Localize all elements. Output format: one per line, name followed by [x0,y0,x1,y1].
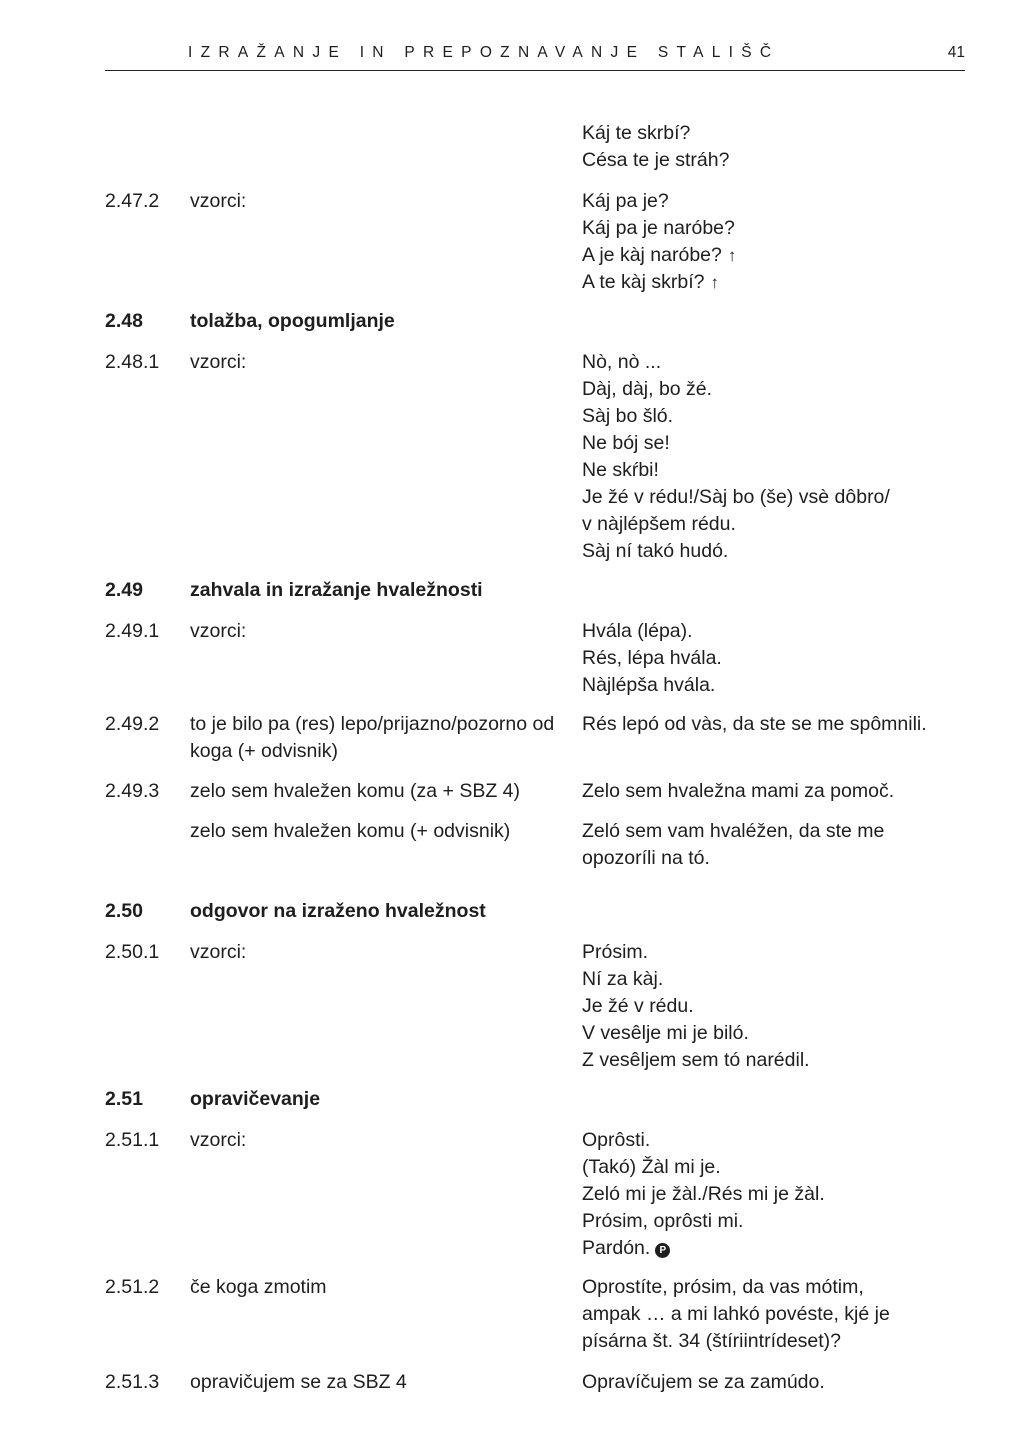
entry-number: 2.49.2 [105,713,160,735]
running-title: IZRAŽANJE IN PREPOZNAVANJE STALIŠČ [188,44,780,61]
example-line: Zeló mi je žàl./Rés mi je žàl. [582,1183,825,1205]
section-title: odgovor na izraženo hvaležnost [190,900,486,922]
example-line: Z vesêljem sem tó narédil. [582,1049,810,1071]
example-line: opozoríli na tó. [582,847,710,869]
running-header [105,44,965,71]
example-line: Káj pa je? [582,190,669,212]
example-line: písárna št. 34 (štíriintrídeset)? [582,1330,842,1352]
example-line: Nàjlépša hvála. [582,674,716,696]
page-number: 41 [947,44,965,61]
entry-label: vzorci: [190,351,247,373]
example-line: Oprostíte, prósim, da vas mótim, [582,1276,864,1298]
example-line: Káj te skrbí? [582,122,691,144]
entry-description: zelo sem hvaležen komu (za + SBZ 4) [190,780,521,802]
entry-number: 2.51.2 [105,1276,160,1298]
section-number: 2.49 [105,579,143,601]
entry-description: opravičujem se za SBZ 4 [190,1371,407,1393]
example-line: V vesêlje mi je biló. [582,1022,749,1044]
example-line: Prósim, oprôsti mi. [582,1210,744,1232]
entry-label: vzorci: [190,190,247,212]
example-line: Pardón. P [582,1235,962,1262]
section-number: 2.50 [105,900,143,922]
example-line: Rés, lépa hvála. [582,647,722,669]
entry-label: vzorci: [190,941,247,963]
example-line: Zelo sem hvaležna mami za pomoč. [582,780,895,802]
example-line: ampak … a mi lahkó povéste, kjé je [582,1303,890,1325]
rising-intonation-icon: ↑ [727,246,737,265]
example-line: Nò, nò ... [582,351,662,373]
entry-label: vzorci: [190,1129,247,1151]
example-line: Oprôsti. [582,1129,651,1151]
entry-number: 2.51.3 [105,1371,160,1393]
example-line: Ne bój se! [582,432,670,454]
entry-number: 2.51.1 [105,1129,160,1151]
section-title: zahvala in izražanje hvaležnosti [190,579,483,601]
example-line: Prósim. [582,941,649,963]
colloquial-marker-icon: P [655,1243,670,1258]
entry-label: vzorci: [190,620,247,642]
example-line: Rés lepó od vàs, da ste se me spômnili. [582,713,927,735]
example-line: Je žé v rédu!/Sàj bo (še) vsè dôbro/ [582,486,890,508]
rising-intonation-icon: ↑ [710,273,719,292]
entry-number: 2.47.2 [105,190,160,212]
section-title: tolažba, opogumljanje [190,310,395,332]
example-line: Césa te je stráh? [582,149,730,171]
example-line: Sàj ní takó hudó. [582,540,729,562]
example-line: Je žé v rédu. [582,995,694,1017]
example-line: Dàj, dàj, bo žé. [582,378,713,400]
entry-number: 2.49.1 [105,620,160,642]
entry-number: 2.50.1 [105,941,160,963]
entry-description: to je bilo pa (res) lepo/prijazno/pozorno od koga (+ odvisnik) [190,713,555,762]
example-line: A te kàj skrbí? ↑ [582,271,719,293]
section-number: 2.51 [105,1088,143,1110]
entry-number: 2.49.3 [105,780,160,802]
example-line: A je kàj naróbe? ↑ [582,244,737,266]
entry-description: če koga zmotim [190,1276,327,1298]
section-number: 2.48 [105,310,143,332]
example-line: Ní za kàj. [582,968,664,990]
example-line: v nàjlépšem rédu. [582,513,736,535]
example-line: Hvála (lépa). [582,620,693,642]
example-line: (Takó) Žàl mi je. [582,1156,721,1178]
example-line: Ne skŕbi! [582,459,659,481]
section-title: opravičevanje [190,1088,321,1110]
example-line: Zeló sem vam hvaléžen, da ste me [582,820,885,842]
example-line: Sàj bo šló. [582,405,674,427]
example-line: Opravíčujem se za zamúdo. [582,1371,825,1393]
entry-description: zelo sem hvaležen komu (+ odvisnik) [190,820,511,842]
entry-number: 2.48.1 [105,351,160,373]
example-line: Káj pa je naróbe? [582,217,735,239]
